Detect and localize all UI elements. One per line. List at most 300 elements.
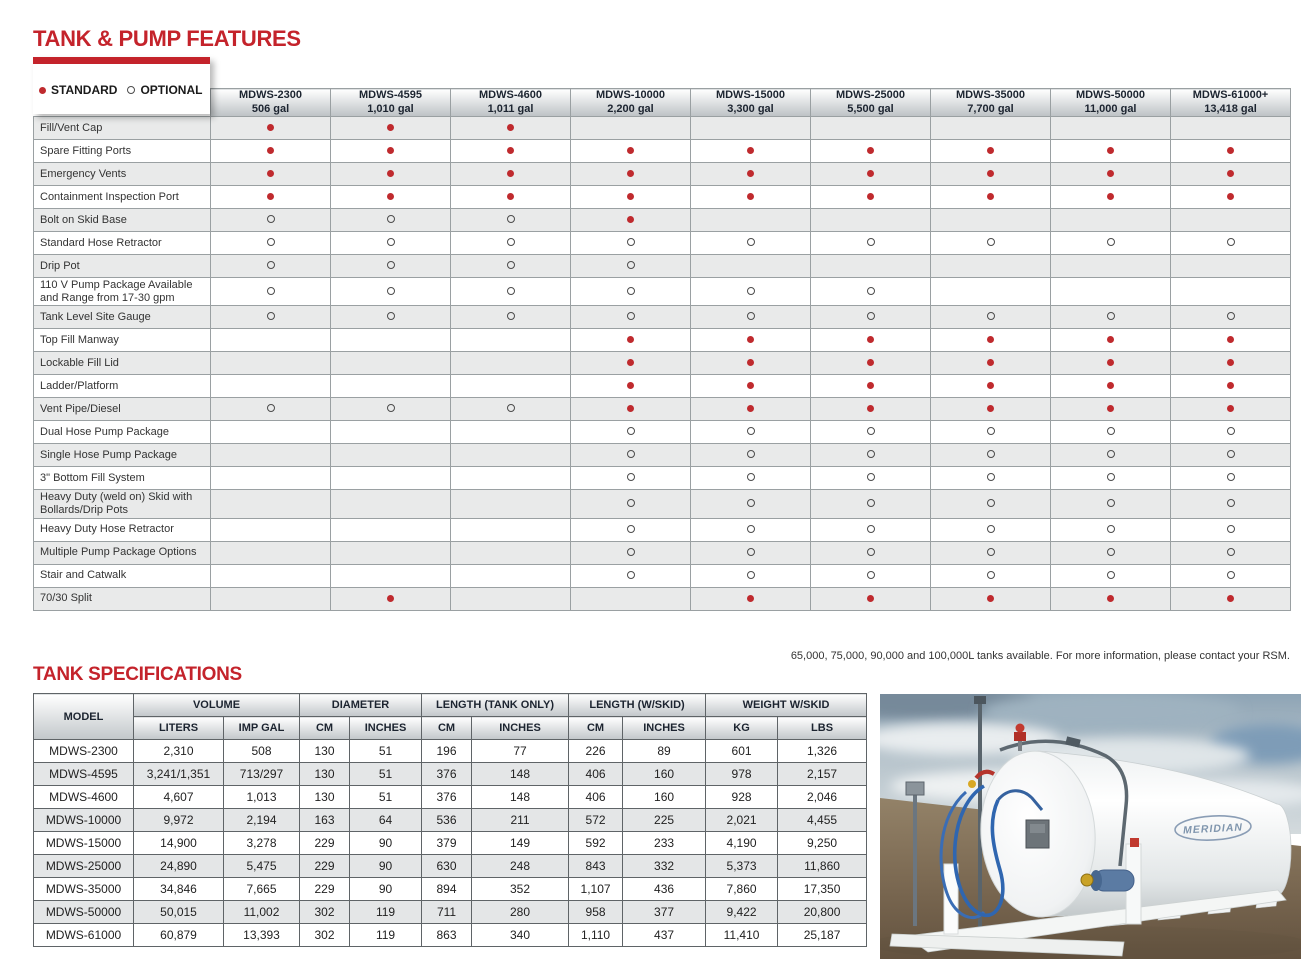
spec-value-cell: 24,890 <box>134 855 224 878</box>
feature-cell <box>691 467 811 490</box>
feature-column-capacity: 1,010 gal <box>367 102 414 115</box>
feature-cell <box>1171 140 1291 163</box>
gauge-head <box>906 782 924 795</box>
feature-cell <box>1171 541 1291 564</box>
feature-cell <box>691 564 811 587</box>
feature-cell <box>931 564 1051 587</box>
feature-cell <box>451 587 571 610</box>
feature-cell <box>811 140 931 163</box>
spec-sub-header: LITERS <box>134 717 224 740</box>
feature-column-model: MDWS-35000 <box>955 89 1026 102</box>
feature-cell <box>691 587 811 610</box>
standard-dot-icon <box>627 216 634 223</box>
feature-cell <box>1051 186 1171 209</box>
feature-cell <box>1051 444 1171 467</box>
standard-dot-icon <box>387 124 394 131</box>
feature-row <box>34 444 1291 467</box>
feature-cell <box>931 329 1051 352</box>
feature-cell <box>211 255 331 278</box>
standard-dot-icon <box>507 124 514 131</box>
feature-cell <box>691 278 811 306</box>
spec-value-cell: 20,800 <box>778 901 867 924</box>
spec-sub-header: IMP GAL <box>224 717 300 740</box>
optional-circle-icon <box>747 548 755 556</box>
feature-cell <box>451 306 571 329</box>
spec-table-container <box>33 693 867 947</box>
spec-value-cell: 229 <box>300 832 350 855</box>
standard-dot-icon <box>627 193 634 200</box>
gauge-pole <box>913 790 917 926</box>
standard-dot-icon <box>747 359 754 366</box>
feature-cell <box>211 467 331 490</box>
standard-dot-icon <box>867 336 874 343</box>
feature-row-label: Top Fill Manway <box>34 329 211 352</box>
feature-cell <box>571 163 691 186</box>
spec-value-cell: 130 <box>300 763 350 786</box>
spec-model-cell: MDWS-35000 <box>34 878 134 901</box>
spec-value-cell: 863 <box>422 924 472 947</box>
feature-cell <box>571 467 691 490</box>
standard-dot-icon <box>507 170 514 177</box>
feature-cell <box>811 518 931 541</box>
optional-circle-icon <box>1107 238 1115 246</box>
feature-row <box>34 490 1291 518</box>
standard-dot-icon <box>387 147 394 154</box>
spec-value-cell: 5,373 <box>706 855 778 878</box>
optional-circle-icon <box>987 312 995 320</box>
optional-circle-icon <box>987 525 995 533</box>
feature-cell <box>691 186 811 209</box>
optional-circle-icon <box>387 404 395 412</box>
spec-value-cell: 77 <box>472 740 569 763</box>
feature-cell <box>451 329 571 352</box>
standard-dot-icon <box>1107 336 1114 343</box>
standard-dot-icon <box>867 170 874 177</box>
spec-row <box>34 832 867 855</box>
feature-cell <box>1171 375 1291 398</box>
optional-circle-icon <box>627 548 635 556</box>
feature-cell <box>931 140 1051 163</box>
feature-cell <box>331 587 451 610</box>
feature-cell <box>1171 117 1291 140</box>
optional-circle-icon <box>627 473 635 481</box>
spec-row <box>34 878 867 901</box>
feature-cell <box>811 186 931 209</box>
feature-cell <box>931 587 1051 610</box>
optional-circle-icon <box>1227 499 1235 507</box>
optional-circle-icon <box>627 238 635 246</box>
standard-dot-icon <box>747 170 754 177</box>
spec-value-cell: 119 <box>350 924 422 947</box>
optional-circle-icon <box>267 238 275 246</box>
feature-cell <box>571 518 691 541</box>
feature-cell <box>331 255 451 278</box>
optional-circle-icon <box>1227 427 1235 435</box>
feature-cell <box>1051 140 1171 163</box>
spec-value-cell: 340 <box>472 924 569 947</box>
spec-value-cell: 89 <box>623 740 706 763</box>
spec-group-header: DIAMETER <box>300 694 422 717</box>
feature-cell <box>691 209 811 232</box>
feature-row-label: Fill/Vent Cap <box>34 117 211 140</box>
feature-cell <box>931 209 1051 232</box>
feature-row-label: Single Hose Pump Package <box>34 444 211 467</box>
optional-circle-icon <box>987 473 995 481</box>
standard-dot-icon <box>627 405 634 412</box>
feature-row-label: Heavy Duty Hose Retractor <box>34 518 211 541</box>
standard-dot-icon <box>627 170 634 177</box>
feature-cell <box>931 278 1051 306</box>
spec-value-cell: 51 <box>350 786 422 809</box>
feature-column-model: MDWS-50000 <box>1075 89 1146 102</box>
spec-group-header: VOLUME <box>134 694 300 717</box>
feature-row <box>34 232 1291 255</box>
standard-dot-icon <box>267 170 274 177</box>
feature-column-header <box>211 89 331 117</box>
feature-row <box>34 278 1291 306</box>
feature-cell <box>211 232 331 255</box>
feature-cell <box>691 163 811 186</box>
spec-sub-header: KG <box>706 717 778 740</box>
feature-cell <box>571 232 691 255</box>
feature-column-capacity: 506 gal <box>251 102 290 115</box>
standard-dot-icon <box>387 193 394 200</box>
feature-cell <box>211 444 331 467</box>
spec-value-cell: 226 <box>569 740 623 763</box>
feature-column-capacity: 13,418 gal <box>1204 102 1257 115</box>
feature-cell <box>211 306 331 329</box>
standard-dot-icon <box>867 405 874 412</box>
optional-circle-icon <box>387 261 395 269</box>
spec-value-cell: 302 <box>300 924 350 947</box>
optional-circle-icon <box>387 238 395 246</box>
spec-value-cell: 978 <box>706 763 778 786</box>
feature-cell <box>451 444 571 467</box>
optional-circle-icon <box>867 499 875 507</box>
feature-cell <box>571 564 691 587</box>
standard-dot-icon <box>987 336 994 343</box>
standard-dot-icon <box>1107 170 1114 177</box>
feature-cell <box>331 398 451 421</box>
spec-value-cell: 225 <box>623 809 706 832</box>
feature-cell <box>451 278 571 306</box>
feature-cell <box>811 564 931 587</box>
optional-circle-icon <box>1107 548 1115 556</box>
feature-cell <box>211 117 331 140</box>
optional-circle-icon <box>747 427 755 435</box>
spec-value-cell: 7,665 <box>224 878 300 901</box>
feature-row <box>34 587 1291 610</box>
spec-value-cell: 1,107 <box>569 878 623 901</box>
feature-cell <box>1171 587 1291 610</box>
spec-value-cell: 406 <box>569 786 623 809</box>
feature-cell <box>691 140 811 163</box>
legend-optional-label: OPTIONAL <box>140 83 203 97</box>
optional-circle-icon <box>867 525 875 533</box>
feature-cell <box>691 398 811 421</box>
spec-value-cell: 149 <box>472 832 569 855</box>
optional-circle-icon <box>987 427 995 435</box>
standard-dot-icon <box>1107 359 1114 366</box>
feature-cell <box>211 186 331 209</box>
feature-cell <box>211 375 331 398</box>
standard-dot-icon <box>987 170 994 177</box>
feature-cell <box>811 587 931 610</box>
spec-value-cell: 2,157 <box>778 763 867 786</box>
spec-value-cell: 90 <box>350 878 422 901</box>
feature-cell <box>1171 467 1291 490</box>
feature-cell <box>691 306 811 329</box>
spec-model-cell: MDWS-4595 <box>34 763 134 786</box>
spec-value-cell: 379 <box>422 832 472 855</box>
spec-value-cell: 928 <box>706 786 778 809</box>
feature-cell <box>1171 306 1291 329</box>
feature-cell <box>211 352 331 375</box>
feature-cell <box>571 306 691 329</box>
spec-model-cell: MDWS-2300 <box>34 740 134 763</box>
standard-dot-icon <box>867 193 874 200</box>
feature-cell <box>811 541 931 564</box>
feature-row-label: Dual Hose Pump Package <box>34 421 211 444</box>
standard-dot-icon <box>387 170 394 177</box>
feature-cell <box>811 444 931 467</box>
optional-circle-icon <box>267 312 275 320</box>
spec-value-cell: 377 <box>623 901 706 924</box>
feature-cell <box>211 398 331 421</box>
spec-value-cell: 713/297 <box>224 763 300 786</box>
feature-cell <box>211 209 331 232</box>
standard-dot-icon <box>987 382 994 389</box>
optional-circle-icon <box>507 404 515 412</box>
standard-dot-icon <box>747 336 754 343</box>
feature-cell <box>691 117 811 140</box>
feature-cell <box>571 140 691 163</box>
optional-circle-icon <box>867 238 875 246</box>
spec-value-cell: 3,241/1,351 <box>134 763 224 786</box>
feature-cell <box>331 352 451 375</box>
feature-cell <box>331 232 451 255</box>
spec-value-cell: 332 <box>623 855 706 878</box>
optional-circle-icon <box>507 215 515 223</box>
feature-cell <box>571 587 691 610</box>
feature-cell <box>931 375 1051 398</box>
feature-column-capacity: 7,700 gal <box>967 102 1014 115</box>
feature-column-capacity: 5,500 gal <box>847 102 894 115</box>
feature-row-label: Stair and Catwalk <box>34 564 211 587</box>
optional-circle-icon <box>127 86 135 94</box>
nozzle-red <box>1130 838 1139 847</box>
feature-cell <box>331 421 451 444</box>
optional-circle-icon <box>867 312 875 320</box>
feature-cell <box>451 140 571 163</box>
optional-circle-icon <box>747 287 755 295</box>
feature-cell <box>211 329 331 352</box>
spec-value-cell: 11,860 <box>778 855 867 878</box>
optional-circle-icon <box>747 312 755 320</box>
feature-cell <box>1171 444 1291 467</box>
feature-cell <box>1171 421 1291 444</box>
feature-row <box>34 375 1291 398</box>
feature-cell <box>691 518 811 541</box>
feature-cell <box>811 117 931 140</box>
standard-dot-icon <box>1107 193 1114 200</box>
feature-cell <box>1051 467 1171 490</box>
feature-column-header <box>1171 89 1291 117</box>
feature-cell <box>931 306 1051 329</box>
optional-circle-icon <box>867 450 875 458</box>
standard-dot-icon <box>1107 147 1114 154</box>
spec-value-cell: 51 <box>350 740 422 763</box>
features-section-title: TANK & PUMP FEATURES <box>33 26 301 51</box>
spec-value-cell: 601 <box>706 740 778 763</box>
tank-photo <box>880 694 1301 959</box>
feature-cell <box>451 163 571 186</box>
legend-items <box>39 83 202 97</box>
spec-value-cell: 437 <box>623 924 706 947</box>
spec-value-cell: 376 <box>422 786 472 809</box>
optional-circle-icon <box>387 312 395 320</box>
feature-row-label: Emergency Vents <box>34 163 211 186</box>
feature-cell <box>571 117 691 140</box>
spec-group-header: LENGTH (TANK ONLY) <box>422 694 569 717</box>
optional-circle-icon <box>1227 238 1235 246</box>
spec-value-cell: 302 <box>300 901 350 924</box>
feature-cell <box>451 352 571 375</box>
feature-cell <box>331 375 451 398</box>
feature-cell <box>211 278 331 306</box>
feature-row-label: Standard Hose Retractor <box>34 232 211 255</box>
spec-value-cell: 60,879 <box>134 924 224 947</box>
standard-dot-icon <box>867 382 874 389</box>
spec-value-cell: 2,046 <box>778 786 867 809</box>
feature-column-model: MDWS-61000+ <box>1192 89 1269 102</box>
feature-cell <box>331 117 451 140</box>
spec-group-header: WEIGHT W/SKID <box>706 694 867 717</box>
optional-circle-icon <box>627 525 635 533</box>
feature-cell <box>1051 398 1171 421</box>
optional-circle-icon <box>747 571 755 579</box>
feature-cell <box>571 329 691 352</box>
feature-cell <box>1051 352 1171 375</box>
spec-value-cell: 130 <box>300 740 350 763</box>
feature-row <box>34 209 1291 232</box>
feature-cell <box>211 587 331 610</box>
spec-sub-header: CM <box>300 717 350 740</box>
optional-circle-icon <box>267 287 275 295</box>
feature-cell <box>1051 375 1171 398</box>
optional-circle-icon <box>987 548 995 556</box>
feature-cell <box>1051 163 1171 186</box>
standard-dot-icon <box>39 87 46 94</box>
spec-model-cell: MDWS-61000 <box>34 924 134 947</box>
optional-circle-icon <box>1107 427 1115 435</box>
spec-row <box>34 786 867 809</box>
optional-circle-icon <box>507 312 515 320</box>
features-table <box>33 88 1291 611</box>
feature-cell <box>331 564 451 587</box>
feature-cell <box>571 541 691 564</box>
feature-cell <box>211 140 331 163</box>
spec-value-cell: 536 <box>422 809 472 832</box>
feature-cell <box>811 209 931 232</box>
standard-dot-icon <box>267 193 274 200</box>
feature-column-capacity: 3,300 gal <box>727 102 774 115</box>
spec-value-cell: 64 <box>350 809 422 832</box>
feature-cell <box>211 490 331 518</box>
spec-value-cell: 25,187 <box>778 924 867 947</box>
feature-row <box>34 421 1291 444</box>
feature-column-header <box>1051 89 1171 117</box>
standard-dot-icon <box>627 336 634 343</box>
feature-cell <box>211 564 331 587</box>
standard-dot-icon <box>1227 193 1234 200</box>
feature-cell <box>331 444 451 467</box>
feature-cell <box>811 352 931 375</box>
standard-dot-icon <box>747 193 754 200</box>
feature-cell <box>931 421 1051 444</box>
feature-cell <box>1171 564 1291 587</box>
feature-row-label: Containment Inspection Port <box>34 186 211 209</box>
spec-value-cell: 9,250 <box>778 832 867 855</box>
optional-circle-icon <box>627 427 635 435</box>
feature-cell <box>1171 352 1291 375</box>
spec-value-cell: 2,310 <box>134 740 224 763</box>
feature-cell <box>1051 209 1171 232</box>
optional-circle-icon <box>627 261 635 269</box>
spec-sub-header: LBS <box>778 717 867 740</box>
spec-value-cell: 50,015 <box>134 901 224 924</box>
feature-cell <box>811 329 931 352</box>
feature-cell <box>571 352 691 375</box>
feature-cell <box>451 398 571 421</box>
feature-cell <box>1051 490 1171 518</box>
spec-row <box>34 924 867 947</box>
feature-cell <box>331 541 451 564</box>
spec-value-cell: 163 <box>300 809 350 832</box>
spec-group-header: LENGTH (W/SKID) <box>569 694 706 717</box>
optional-circle-icon <box>507 287 515 295</box>
feature-cell <box>1051 278 1171 306</box>
feature-row <box>34 117 1291 140</box>
feature-cell <box>451 518 571 541</box>
optional-circle-icon <box>1107 312 1115 320</box>
optional-circle-icon <box>1227 525 1235 533</box>
electrical-box-panel <box>1030 824 1045 833</box>
feature-cell <box>691 329 811 352</box>
feature-cell <box>931 186 1051 209</box>
feature-cell <box>1171 398 1291 421</box>
feature-cell <box>451 490 571 518</box>
vent-cap <box>974 696 986 704</box>
spec-value-cell: 4,607 <box>134 786 224 809</box>
feature-column-header <box>811 89 931 117</box>
spec-value-cell: 406 <box>569 763 623 786</box>
spec-model-header: MODEL <box>34 694 134 740</box>
spec-model-cell: MDWS-15000 <box>34 832 134 855</box>
optional-circle-icon <box>867 427 875 435</box>
feature-cell <box>1171 278 1291 306</box>
feature-cell <box>451 232 571 255</box>
feature-cell <box>331 518 451 541</box>
feature-cell <box>931 352 1051 375</box>
feature-column-header <box>691 89 811 117</box>
spec-value-cell: 508 <box>224 740 300 763</box>
feature-cell <box>931 444 1051 467</box>
standard-dot-icon <box>1227 382 1234 389</box>
spec-value-cell: 90 <box>350 855 422 878</box>
standard-dot-icon <box>747 405 754 412</box>
spec-value-cell: 2,021 <box>706 809 778 832</box>
